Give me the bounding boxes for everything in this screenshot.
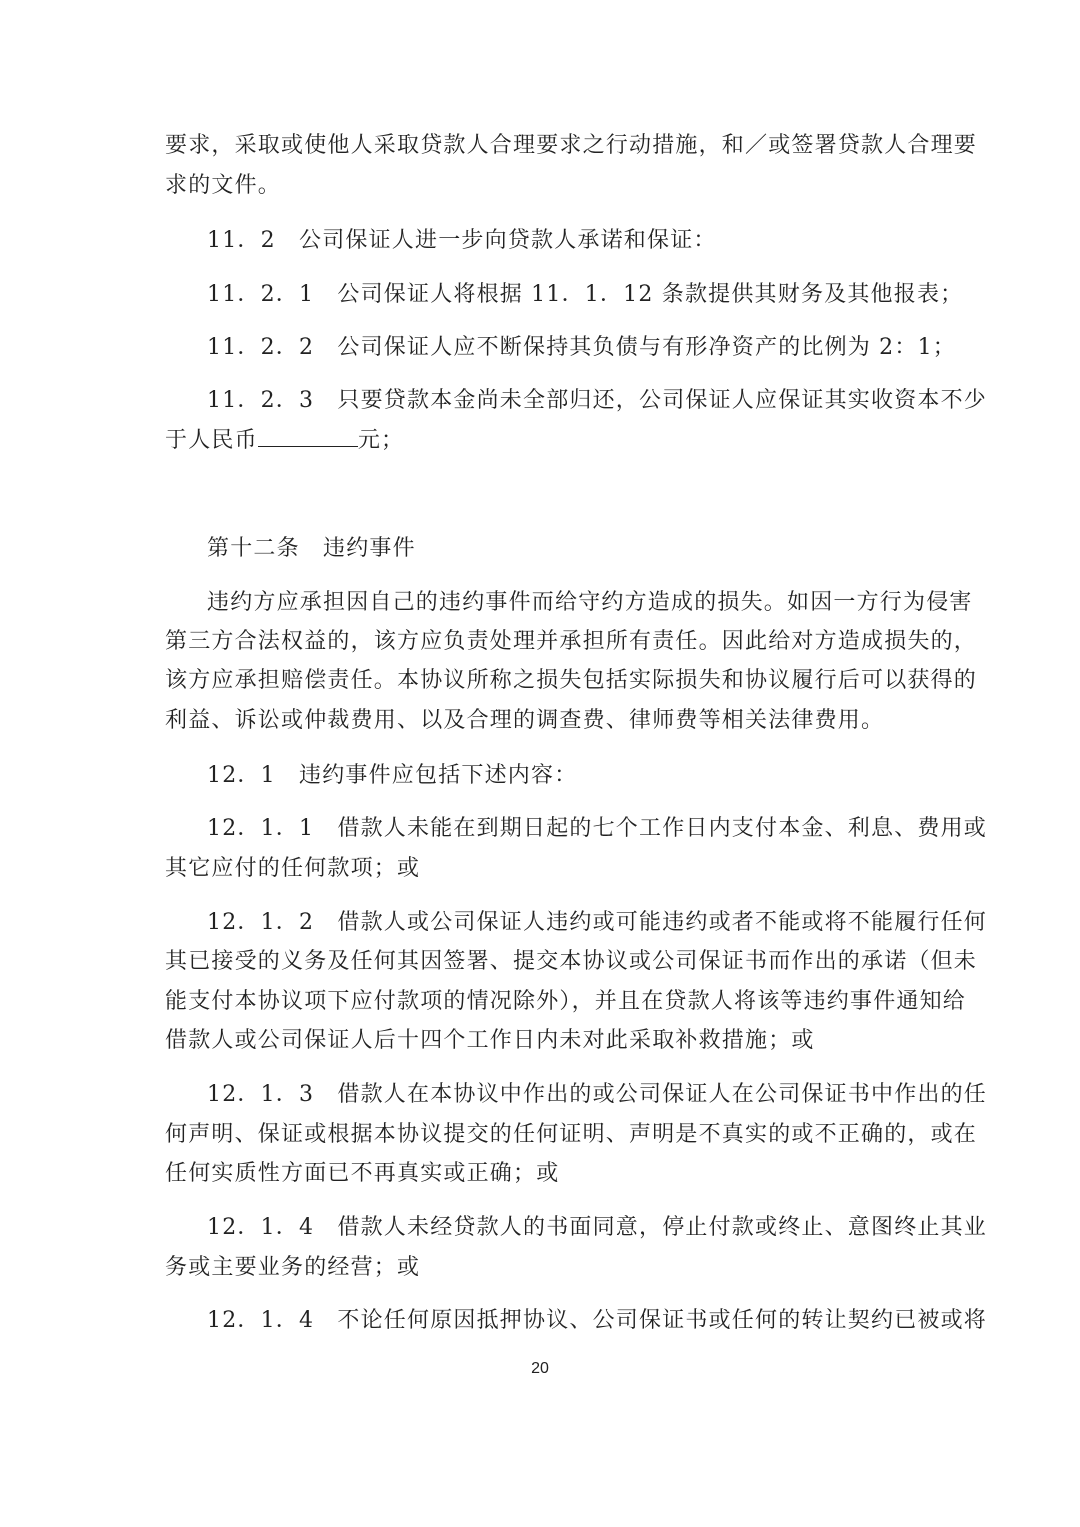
article-12-heading: 第十二条 违约事件 <box>207 536 416 561</box>
clause-12-1-4-second: 12．1．4 不论任何原因抵押协议、公司保证书或任何的转让契约已被或将 <box>207 1308 987 1333</box>
clause-11-2-3-continuation <box>165 426 925 456</box>
paragraph-line: 违约方应承担因自己的违约事件而给守约方造成的损失。如因一方行为侵害 <box>207 590 973 615</box>
clause-12-1-1: 12．1．1 借款人未能在到期日起的七个工作日内支付本金、利息、费用或 <box>207 816 987 841</box>
clause-11-2-3: 11．2．3 只要贷款本金尚未全部归还，公司保证人应保证其实收资本不少 <box>207 388 987 413</box>
yuan-suffix: 元； <box>357 428 405 453</box>
paragraph-line: 利益、诉讼或仲裁费用、以及合理的调查费、律师费等相关法律费用。 <box>165 708 885 733</box>
clause-11-2-1: 11．2．1 公司保证人将根据 11．1．12 条款提供其财务及其他报表； <box>207 282 964 307</box>
clause-11-2: 11．2 公司保证人进一步向贷款人承诺和保证： <box>207 228 717 253</box>
paragraph-line: 第三方合法权益的，该方应负责处理并承担所有责任。因此给对方造成损失的， <box>165 629 978 654</box>
clause-12-1-4: 12．1．4 借款人未经贷款人的书面同意，停止付款或终止、意图终止其业 <box>207 1215 987 1240</box>
clause-12-1-2: 12．1．2 借款人或公司保证人违约或可能违约或者不能或将不能履行任何 <box>207 910 987 935</box>
paragraph-line: 该方应承担赔偿责任。本协议所称之损失包括实际损失和协议履行后可以获得的 <box>165 668 978 693</box>
paragraph-line: 借款人或公司保证人后十四个工作日内未对此采取补救措施；或 <box>165 1028 815 1053</box>
amount-blank-field[interactable] <box>258 426 358 447</box>
paragraph-line: 何声明、保证或根据本协议提交的任何证明、声明是不真实的或不正确的，或在 <box>165 1122 978 1147</box>
paragraph-line: 务或主要业务的经营；或 <box>165 1255 421 1280</box>
paragraph-line: 其已接受的义务及任何其因签署、提交本协议或公司保证书而作出的承诺（但未 <box>165 949 978 974</box>
clause-12-1: 12．1 违约事件应包括下述内容： <box>207 763 578 788</box>
paragraph-line: 其它应付的任何款项；或 <box>165 856 421 881</box>
page-number: 20 <box>531 1360 549 1377</box>
paragraph-line: 任何实质性方面已不再真实或正确；或 <box>165 1161 560 1186</box>
paragraph-line: 求的文件。 <box>165 173 282 198</box>
rmb-prefix: 于人民币 <box>165 428 258 453</box>
paragraph-line: 要求，采取或使他人采取贷款人合理要求之行动措施，和／或签署贷款人合理要 <box>165 133 978 158</box>
clause-12-1-3: 12．1．3 借款人在本协议中作出的或公司保证人在公司保证书中作出的任 <box>207 1082 987 1107</box>
clause-11-2-2: 11．2．2 公司保证人应不断保持其负债与有形净资产的比例为 2：1； <box>207 335 956 360</box>
paragraph-line: 能支付本协议项下应付款项的情况除外），并且在贷款人将该等违约事件通知给 <box>165 989 967 1014</box>
